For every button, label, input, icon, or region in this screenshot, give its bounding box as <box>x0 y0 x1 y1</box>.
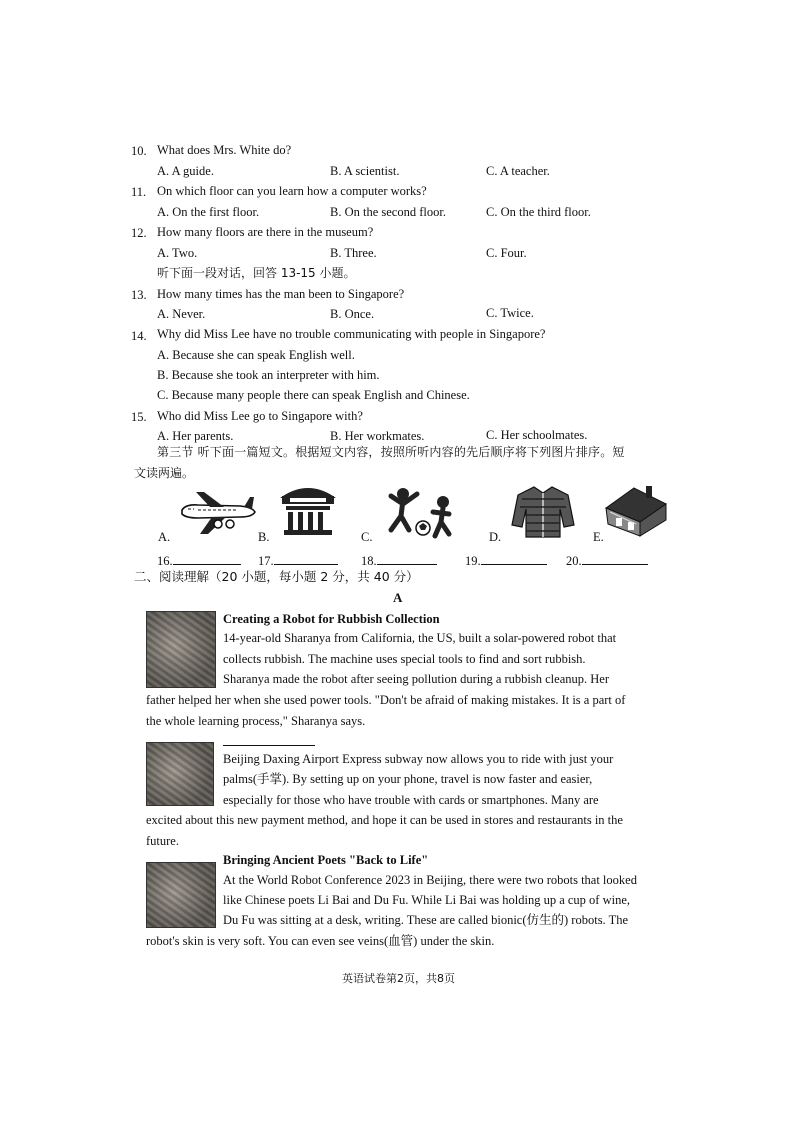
blank-16[interactable] <box>157 552 241 568</box>
article-line: the whole learning process," Sharanya says. <box>146 714 366 728</box>
answer-line[interactable] <box>274 552 338 565</box>
option-a: A. Two. <box>157 246 198 260</box>
blank-number: 16. <box>157 554 173 568</box>
answer-line[interactable] <box>377 552 437 565</box>
article-line: future. <box>146 834 179 848</box>
answer-line[interactable] <box>173 552 241 565</box>
article-title: Creating a Robot for Rubbish Collection <box>223 612 440 626</box>
section3-instruction: 第三节 听下面一篇短文。根据短文内容，按照所听内容的先后顺序将下列图片排序。短 <box>157 445 625 459</box>
picture-label-b: B. <box>258 530 270 544</box>
page-footer: 英语试卷第2页，共8页 <box>342 972 455 985</box>
blank-number: 19. <box>465 554 481 568</box>
option-a: A. Never. <box>157 307 206 321</box>
museum-sign-icon <box>276 484 340 540</box>
reading-heading: 二、阅读理解（20 小题，每小题 2 分，共 40 分） <box>134 569 419 584</box>
option-a: A. On the first floor. <box>157 205 260 219</box>
question-number: 13. <box>131 288 147 302</box>
question-text: Why did Miss Lee have no trouble communicating with people in Singapore? <box>157 327 546 341</box>
blank-number: 20. <box>566 554 582 568</box>
option-b: B. Because she took an interpreter with him. <box>157 368 380 382</box>
article-title: Bringing Ancient Poets "Back to Life" <box>223 853 429 867</box>
question-number: 15. <box>131 410 147 424</box>
question-number: 12. <box>131 226 147 240</box>
coat-icon <box>510 485 576 539</box>
question-text: On which floor can you learn how a computer works? <box>157 184 427 198</box>
question-number: 14. <box>131 329 147 343</box>
article-line: excited about this new payment method, and hope it can be used in stores and restaurants in the <box>146 813 623 827</box>
option-a: A. Because she can speak English well. <box>157 348 355 362</box>
option-c: C. On the third floor. <box>486 205 591 219</box>
blank-20[interactable] <box>566 552 648 568</box>
option-b: B. Her workmates. <box>330 429 425 443</box>
option-b: B. Once. <box>330 307 375 321</box>
article-line: especially for those who have trouble with cards or smartphones. Many are <box>223 793 599 807</box>
missing-title-line <box>223 745 315 746</box>
article-line: Beijing Daxing Airport Express subway now allows you to ride with just your <box>223 752 614 766</box>
option-c: C. A teacher. <box>486 164 550 178</box>
picture-label-d: D. <box>489 530 502 544</box>
option-a: A. A guide. <box>157 164 214 178</box>
article-photo <box>146 742 214 806</box>
article-line: father helped her when she used power tools. "Don't be afraid of making mistakes. It is a part of <box>146 693 626 707</box>
question-number: 10. <box>131 144 147 158</box>
section-letter: A <box>393 590 403 605</box>
blank-17[interactable] <box>258 552 338 568</box>
blank-18[interactable] <box>361 552 437 568</box>
article-line: 14-year-old Sharanya from California, the US, built a solar-powered robot that <box>223 631 617 645</box>
picture-label-e: E. <box>593 530 604 544</box>
article-line: collects rubbish. The machine uses special tools to find and sort rubbish. <box>223 652 586 666</box>
question-text: What does Mrs. White do? <box>157 143 292 157</box>
blank-19[interactable] <box>465 552 547 568</box>
question-text: Who did Miss Lee go to Singapore with? <box>157 409 363 423</box>
section3-instruction-cont: 文读两遍。 <box>134 466 195 480</box>
article-line: palms(手掌). By setting up on your phone, travel is now faster and easier, <box>223 772 593 786</box>
option-c: C. Because many people there can speak English and Chinese. <box>157 388 470 402</box>
option-a: A. Her parents. <box>157 429 234 443</box>
picture-label-a: A. <box>158 530 171 544</box>
article-photo <box>146 862 216 928</box>
article-photo <box>146 611 216 688</box>
question-number: 11. <box>131 185 147 199</box>
option-b: B. A scientist. <box>330 164 400 178</box>
airplane-icon <box>178 488 258 538</box>
picture-label-c: C. <box>361 530 373 544</box>
answer-line[interactable] <box>481 552 547 565</box>
blank-number: 17. <box>258 554 274 568</box>
answer-line[interactable] <box>582 552 648 565</box>
article-line: Du Fu was sitting at a desk, writing. These are called bionic(仿生的) robots. The <box>223 913 629 927</box>
question-text: How many floors are there in the museum? <box>157 225 374 239</box>
football-kids-icon <box>383 484 463 542</box>
article-line: At the World Robot Conference 2023 in Beijing, there were two robots that looked <box>223 873 637 887</box>
option-c: C. Four. <box>486 246 527 260</box>
article-line: Sharanya made the robot after seeing pollution during a rubbish cleanup. Her <box>223 672 609 686</box>
dialogue-instruction: 听下面一段对话，回答 13-15 小题。 <box>157 266 356 280</box>
option-c: C. Twice. <box>486 306 534 320</box>
house-icon <box>600 482 672 538</box>
question-text: How many times has the man been to Singapore? <box>157 287 405 301</box>
article-line: like Chinese poets Li Bai and Du Fu. While Li Bai was holding up a cup of wine, <box>223 893 630 907</box>
article-line: robot's skin is very soft. You can even see veins(血管) under the skin. <box>146 934 495 948</box>
option-b: B. On the second floor. <box>330 205 446 219</box>
blank-number: 18. <box>361 554 377 568</box>
option-c: C. Her schoolmates. <box>486 428 588 442</box>
option-b: B. Three. <box>330 246 377 260</box>
